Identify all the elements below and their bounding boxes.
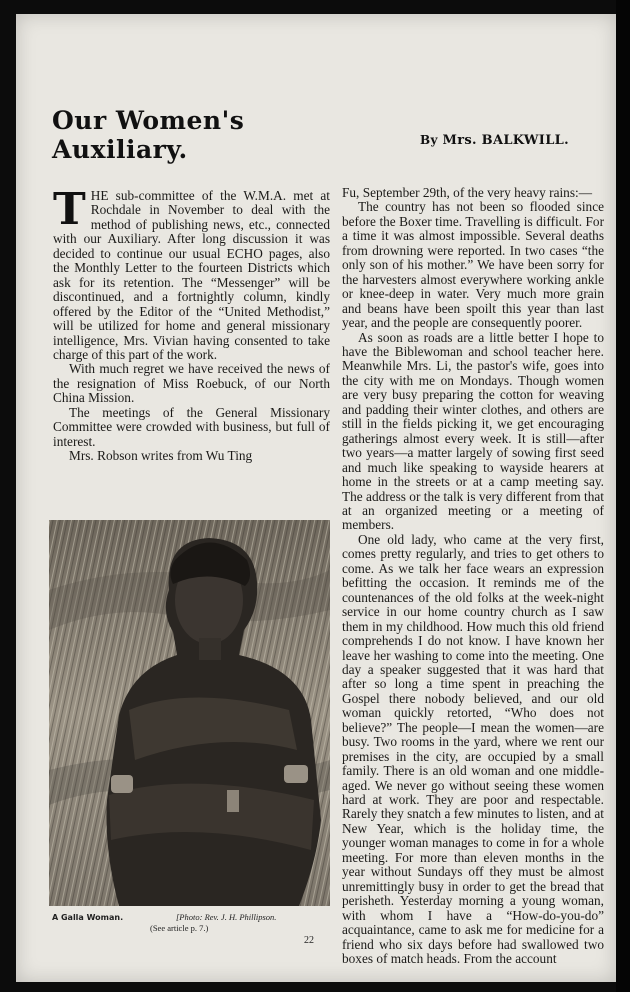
column1-paragraph: With much regret we have received the news of the resignation of Miss Roebuck, of our North China Mission. <box>53 361 330 406</box>
article-title <box>52 106 244 164</box>
left-column <box>53 184 330 464</box>
drop-cap: T <box>53 184 86 235</box>
author-byline <box>420 133 569 148</box>
page-number: 22 <box>304 935 314 946</box>
column1-paragraph-text: HE sub-committee of the W.M.A. met at Rochdale in November to deal with the method of publishing news, etc., connected with our Auxiliary. After long discussion it was decided to continue our usual ECHO pages, also the Monthly Letter to the fourteen Districts which ask for its retention. The “Messenger” will be discontinued, and a fortnightly column, kindly offered by the Editor of the “United Methodist,” will be utilized for home and general missionary intelligence, Mrs. Vivian having consented to take charge of this part of the work. <box>53 188 330 362</box>
caption-reference: (See article p. 7.) <box>150 923 209 933</box>
title-line-2: Auxiliary. <box>52 135 188 164</box>
photograph-galla-woman <box>49 520 330 906</box>
column1-paragraph: The meetings of the General Missionary Committee were crowded with business, but full of interest. <box>53 404 330 449</box>
column1-paragraph <box>53 184 330 362</box>
photo-illustration <box>49 520 330 906</box>
right-column <box>342 186 604 966</box>
column2-paragraph: The country has not been so flooded since before the Boxer time. Travelling is difficult. For a time it was almost impossible. Several deaths from drowning were reported. In two cases “the only son of his mother.” We have been sorry for the harvesters almost everywhere working ankle or knee-deep in water. Very much more grain and beans have been spoilt this year than last year, and the people are consequently poorer. <box>342 199 604 331</box>
column2-paragraph: As soon as roads are a little better I hope to have the Biblewoman and school teacher here. Meanwhile Mrs. Li, the pastor's wife, goes into the city with me on Mondays. Though women are very busy preparing the cotton for weaving and padding their winter clothes, and others are still in the fields picking it, we get encouraging gatherings almost every week. It is still—after two years—a matter largely of sowing first seed and much like speaking to wayside hearers at home in the streets or at a camp meeting say. The address or the talk is very different from that at an organized meeting or a meeting of members. <box>342 329 604 533</box>
column2-paragraph: Fu, September 29th, of the very heavy rains:— <box>342 185 592 200</box>
author-by: By <box>420 133 438 147</box>
photo-caption <box>52 912 332 933</box>
title-line-1: Our Women's <box>52 106 245 135</box>
scan-edge <box>616 0 630 992</box>
caption-credit: [Photo: Rev. J. H. Phillipson. <box>176 912 277 922</box>
column1-paragraph: Mrs. Robson writes from Wu Ting <box>69 448 253 464</box>
caption-label: A Galla Woman. <box>52 913 124 922</box>
author-name: Mrs. BALKWILL. <box>442 133 569 148</box>
column2-paragraph: One old lady, who came at the very first, comes pretty regularly, and tries to get others to come. As we talk her face wears an expression befitting the occasion. It reminds me of the countenances of the old folks at the week-night service in our home country church as I saw them in my childhood. How much this old friend comprehends I do not know. I have known her leave her washing to come into the meeting. One day a speaker suggested that it was hard that after so long a time spent in preaching the Gospel there nobody believed, and our old woman quickly retorted, “Who does not believe?” The people—I mean the women—are busy. Two rooms in the yard, where we rent our premises in the city, are occupied by a small family. There is an old woman and one middle-aged. We never go without seeing these women hard at work. They are poor and respectable. Rarely they snatch a few minutes to listen, and at New Year, which is the holiday time, the younger woman manages to come in for a whole meeting. For more than eleven months in the year without Sundays off they must be almost unremittingly busy in order to get the bread that perisheth. Yesterday morning a young woman, with whom I have a “How-do-you-do” acquaintance, came to ask me for medicine for a friend who six days before had swallowed two boxes of match heads. From the account <box>342 531 604 967</box>
